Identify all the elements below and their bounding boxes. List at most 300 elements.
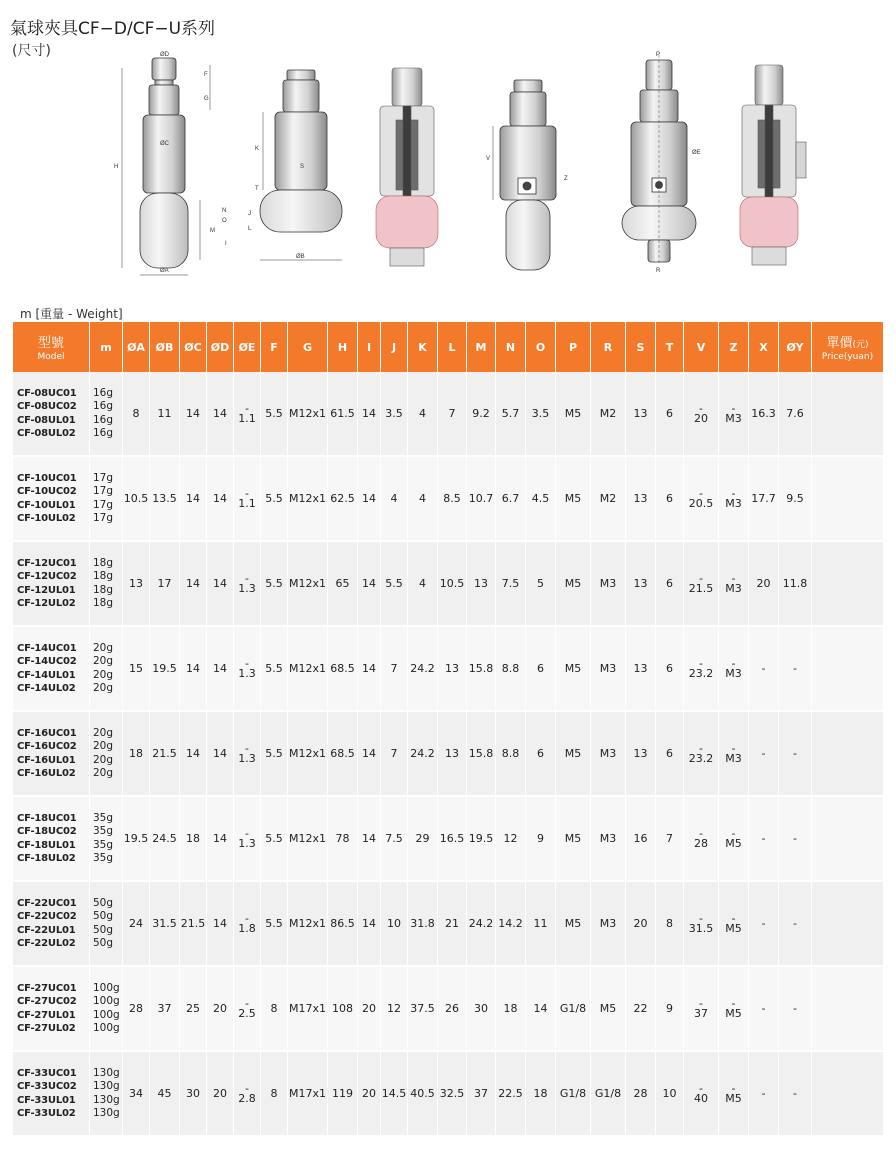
dim-value: 22.5 [498, 1087, 523, 1100]
dim-value: 19.5 [468, 832, 494, 845]
dim-l-cell [438, 542, 467, 627]
weight-value: 35g [93, 811, 114, 824]
dim-g-cell [288, 882, 328, 967]
dim-m-cell [467, 627, 496, 712]
dim-value: 4 [419, 577, 426, 590]
dim-value: 4 [390, 492, 398, 505]
dim-r-cell [591, 1052, 626, 1137]
weight-value: 20g [93, 740, 114, 752]
dim-value: - [761, 662, 766, 675]
dim-y-cell [779, 797, 812, 882]
dim-value: 13 [474, 577, 488, 590]
dim-value: 28 [694, 836, 708, 850]
dim-m-cell [467, 712, 496, 797]
svg-text:ØC: ØC [160, 141, 169, 147]
dim-value: 6 [537, 662, 544, 675]
column-header-sublabel: Price(yuan) [821, 352, 874, 362]
table-header-row [13, 322, 884, 372]
svg-text:N: N [222, 208, 227, 214]
dim-value: 20 [213, 1002, 227, 1015]
dim-value: - [699, 741, 703, 755]
dim-value: M12x1 [289, 662, 326, 675]
dim-d-cell [207, 627, 234, 712]
table-row [13, 372, 884, 457]
model-code: CF-16UL01 [17, 754, 76, 766]
dim-v-cell [684, 797, 719, 882]
dim-value: 17 [157, 577, 172, 590]
dim-value: 6 [537, 747, 544, 760]
dim-s-cell [626, 882, 656, 967]
column-header-label: 單價 [826, 336, 853, 351]
dim-b-cell [150, 967, 180, 1052]
dim-y-cell [779, 627, 812, 712]
column-header-label: X [759, 340, 768, 354]
dim-l-cell [438, 712, 467, 797]
dim-j-cell [381, 712, 408, 797]
dim-value: - [731, 826, 736, 840]
dim-e-cell [234, 712, 261, 797]
dim-value: 9 [537, 832, 544, 845]
dim-value: - [793, 1002, 797, 1015]
column-header [328, 322, 358, 372]
column-header-label: ØY [786, 340, 804, 354]
dim-value: - [699, 571, 703, 585]
dim-value: M12x1 [289, 747, 326, 760]
dim-k-cell [408, 797, 438, 882]
dim-j-cell [381, 372, 408, 457]
dim-value: 8 [132, 407, 140, 420]
dim-d-cell [207, 712, 234, 797]
dim-value: 14 [533, 1002, 548, 1015]
dim-value: 29 [415, 832, 430, 845]
dim-value: 3.5 [385, 407, 403, 420]
dim-value: 6.7 [501, 492, 520, 505]
dim-value: M3 [725, 411, 742, 425]
dim-value: M3 [599, 832, 617, 845]
dim-value: M17x1 [289, 1087, 326, 1100]
weight-value: 16g [93, 400, 114, 412]
column-header [779, 322, 812, 372]
svg-text:F: F [204, 72, 208, 78]
dim-value: 30 [474, 1002, 488, 1015]
price-cell [812, 712, 884, 797]
column-header [684, 322, 719, 372]
dim-c-cell [180, 627, 207, 712]
dim-value: 5 [537, 577, 544, 590]
weight-note: m [重量 - Weight] [20, 307, 123, 321]
dim-value: M2 [599, 407, 617, 420]
dim-value: 68.5 [330, 662, 355, 675]
dim-f-cell [261, 542, 288, 627]
model-code: CF-33UL01 [17, 1094, 76, 1106]
dim-value: 15.8 [468, 747, 494, 760]
dim-o-cell [526, 882, 556, 967]
dim-value: 13 [633, 577, 648, 590]
dim-value: 24.2 [468, 917, 494, 930]
dim-value: 7 [448, 407, 456, 420]
weight-value: 130g [93, 1066, 120, 1079]
dim-value: - [245, 656, 249, 670]
column-header-label: ØB [155, 340, 174, 354]
column-header-label: M [475, 340, 487, 354]
dim-p-cell [556, 967, 591, 1052]
weight-cell [90, 967, 123, 1052]
dim-value: 8 [270, 1087, 278, 1100]
drawing-cross-section-1 [376, 68, 438, 266]
dim-y-cell [779, 882, 812, 967]
column-header-label: ØD [210, 340, 230, 354]
svg-text:J: J [248, 211, 251, 217]
model-code: CF-14UL01 [17, 669, 76, 681]
dim-e-cell [234, 627, 261, 712]
weight-value: 16g [93, 427, 114, 439]
dim-x-cell [749, 712, 779, 797]
dim-k-cell [408, 542, 438, 627]
dim-g-cell [288, 627, 328, 712]
column-header [438, 322, 467, 372]
dim-i-cell [358, 372, 381, 457]
dim-value: 37 [474, 1087, 488, 1100]
dim-value: 9 [666, 1002, 673, 1015]
dim-f-cell [261, 797, 288, 882]
dim-v-cell [684, 542, 719, 627]
dim-value: 11 [533, 917, 548, 930]
svg-text:S: S [300, 164, 305, 170]
dim-value: - [245, 571, 249, 585]
model-code: CF-16UC02 [17, 741, 77, 752]
dim-value: 24.2 [410, 662, 435, 675]
dim-k-cell [408, 1052, 438, 1137]
dim-value: 5.5 [265, 577, 283, 590]
dim-value: 14 [362, 492, 376, 505]
dim-value: 18 [129, 747, 143, 760]
dim-value: 31.8 [410, 917, 435, 930]
dim-value: 20 [694, 411, 708, 425]
dim-value: 10.5 [439, 577, 465, 590]
column-header-label: S [636, 340, 645, 354]
dim-value: - [699, 911, 703, 925]
model-code: CF-12UL02 [17, 598, 76, 609]
dim-p-cell [556, 372, 591, 457]
dim-o-cell [526, 542, 556, 627]
dim-r-cell [591, 882, 626, 967]
dim-n-cell [496, 882, 526, 967]
dim-f-cell [261, 457, 288, 542]
dim-value: 16.3 [751, 407, 776, 420]
column-header-label: N [505, 340, 516, 354]
dim-value: - [793, 747, 797, 760]
dim-value: 40 [694, 1091, 708, 1105]
model-code: CF-12UC01 [17, 557, 77, 569]
weight-value: 20g [93, 668, 114, 681]
weight-value: 35g [93, 825, 114, 837]
dim-value: - [245, 741, 249, 755]
dim-i-cell [358, 627, 381, 712]
column-header-label: Z [729, 340, 738, 354]
dim-m-cell [467, 1052, 496, 1137]
dim-value: 12 [387, 1002, 401, 1015]
weight-value: 50g [93, 923, 114, 936]
weight-value: 17g [93, 498, 114, 511]
column-header-label: O [535, 340, 546, 354]
dim-value: 14 [186, 492, 200, 505]
model-code: CF-33UC02 [17, 1081, 77, 1092]
dim-o-cell [526, 967, 556, 1052]
column-header-label: ØA [127, 340, 145, 354]
dim-h-cell [328, 372, 358, 457]
dim-h-cell [328, 627, 358, 712]
dim-value: 14 [186, 747, 200, 760]
dim-f-cell [261, 712, 288, 797]
column-header [180, 322, 207, 372]
dim-value: 13 [633, 492, 648, 505]
dim-value: 13 [445, 662, 459, 675]
weight-value: 20g [93, 726, 114, 739]
dim-value: M3 [725, 751, 742, 765]
dim-e-cell [234, 542, 261, 627]
dim-value: M17x1 [289, 1002, 326, 1015]
dim-value: M5 [599, 1002, 617, 1015]
model-code: CF-10UC02 [17, 486, 77, 497]
dim-value: 32.5 [439, 1087, 465, 1100]
dim-value: 5.5 [385, 577, 403, 590]
dim-value: M5 [725, 1091, 742, 1105]
dim-s-cell [626, 457, 656, 542]
dim-k-cell [408, 882, 438, 967]
weight-value: 17g [93, 485, 114, 497]
dim-i-cell [358, 797, 381, 882]
dim-value: 13.5 [152, 492, 177, 505]
dim-j-cell [381, 1052, 408, 1137]
dim-e-cell [234, 882, 261, 967]
model-code: CF-08UL01 [17, 414, 76, 426]
dim-n-cell [496, 712, 526, 797]
dim-value: 11 [157, 407, 172, 420]
dim-i-cell [358, 712, 381, 797]
dim-value: 5.7 [501, 407, 520, 420]
price-cell [812, 797, 884, 882]
dim-value: 1.3 [238, 666, 256, 680]
svg-text:K: K [255, 146, 260, 152]
dim-e-cell [234, 1052, 261, 1137]
dim-value: M3 [599, 747, 617, 760]
price-cell [812, 542, 884, 627]
dim-value: - [731, 911, 736, 925]
weight-value: 100g [93, 1008, 120, 1021]
svg-text:ØE: ØE [692, 150, 701, 156]
dim-v-cell [684, 967, 719, 1052]
dim-t-cell [656, 372, 684, 457]
drawing-front-view [122, 58, 210, 275]
dim-f-cell [261, 627, 288, 712]
dim-h-cell [328, 797, 358, 882]
price-cell [812, 627, 884, 712]
dim-l-cell [438, 372, 467, 457]
dim-value: 86.5 [330, 917, 355, 930]
dim-value: - [731, 656, 736, 670]
dim-value: 2.8 [238, 1091, 256, 1105]
dim-b-cell [150, 542, 180, 627]
dim-g-cell [288, 1052, 328, 1137]
column-header-unit: (元) [852, 340, 869, 350]
dim-value: 25 [186, 1002, 200, 1015]
table-row [13, 627, 884, 712]
svg-text:Z: Z [564, 176, 568, 182]
dim-value: 62.5 [330, 492, 355, 505]
dim-p-cell [556, 627, 591, 712]
weight-cell [90, 627, 123, 712]
dim-value: 28 [129, 1002, 143, 1015]
price-cell [812, 967, 884, 1052]
dim-value: 20 [756, 577, 771, 590]
dim-value: 6 [666, 577, 673, 590]
dim-value: 40.5 [410, 1087, 435, 1100]
dim-value: 14 [213, 747, 227, 760]
dim-d-cell [207, 882, 234, 967]
dim-r-cell [591, 457, 626, 542]
model-cell [13, 542, 90, 627]
dim-value: M3 [725, 581, 742, 595]
model-code: CF-10UC01 [17, 472, 77, 484]
dim-e-cell [234, 967, 261, 1052]
dim-value: 18 [503, 1002, 518, 1015]
column-header-label: m [100, 340, 112, 354]
dim-value: 10 [662, 1087, 677, 1100]
dim-z-cell [719, 712, 749, 797]
model-code: CF-10UL02 [17, 513, 76, 524]
dim-value: - [699, 401, 703, 415]
dim-o-cell [526, 627, 556, 712]
svg-text:G: G [204, 96, 209, 102]
dim-m-cell [467, 542, 496, 627]
dim-value: 24 [129, 917, 143, 930]
dim-value: 20.5 [688, 496, 714, 510]
dim-a-cell [123, 882, 150, 967]
drawing-port-view [493, 80, 556, 270]
dim-value: - [761, 1087, 766, 1100]
column-header [288, 322, 328, 372]
model-cell [13, 882, 90, 967]
dim-value: 34 [129, 1087, 143, 1100]
dim-value: M5 [564, 492, 582, 505]
column-header [496, 322, 526, 372]
dim-o-cell [526, 372, 556, 457]
dim-value: 17.7 [751, 492, 776, 505]
column-header-label: ØE [238, 340, 256, 354]
dim-value: M5 [564, 747, 582, 760]
dim-value: - [731, 571, 736, 585]
dim-g-cell [288, 967, 328, 1052]
dim-value: 1.3 [238, 751, 256, 765]
svg-text:V: V [486, 156, 491, 162]
dim-value: 21.5 [152, 747, 177, 760]
dim-o-cell [526, 457, 556, 542]
dim-b-cell [150, 627, 180, 712]
table-row [13, 882, 884, 967]
dim-t-cell [656, 967, 684, 1052]
dim-a-cell [123, 712, 150, 797]
dim-m-cell [467, 797, 496, 882]
dim-k-cell [408, 627, 438, 712]
svg-text:ØB: ØB [296, 254, 305, 260]
dim-x-cell [749, 882, 779, 967]
dim-value: 15.8 [468, 662, 494, 675]
column-header [123, 322, 150, 372]
dim-d-cell [207, 457, 234, 542]
weight-cell [90, 457, 123, 542]
drawing-cross-section-2 [740, 65, 806, 265]
dim-value: M5 [564, 407, 582, 420]
svg-text:ØA: ØA [160, 268, 169, 274]
dim-b-cell [150, 1052, 180, 1137]
dim-g-cell [288, 542, 328, 627]
weight-value: 35g [93, 852, 114, 864]
dim-value: 16 [633, 832, 648, 845]
dim-value: - [245, 911, 249, 925]
dim-value: - [699, 486, 703, 500]
model-code: CF-22UC01 [17, 897, 77, 909]
model-cell [13, 712, 90, 797]
model-code: CF-08UC02 [17, 401, 77, 412]
column-header-label: P [568, 340, 578, 354]
dim-value: 14 [362, 407, 376, 420]
dim-value: - [761, 1002, 766, 1015]
dim-x-cell [749, 372, 779, 457]
dim-value: 65 [335, 577, 350, 590]
dim-m-cell [467, 967, 496, 1052]
column-header [207, 322, 234, 372]
dim-value: 1.1 [238, 496, 256, 510]
dim-z-cell [719, 882, 749, 967]
dim-value: 14 [362, 917, 376, 930]
dim-i-cell [358, 1052, 381, 1137]
dim-b-cell [150, 882, 180, 967]
dim-value: M12x1 [289, 407, 326, 420]
dim-value: 20 [633, 917, 648, 930]
dim-c-cell [180, 797, 207, 882]
dim-value: M5 [564, 662, 582, 675]
dim-x-cell [749, 1052, 779, 1137]
weight-cell [90, 712, 123, 797]
model-code: CF-18UL01 [17, 839, 76, 851]
dim-n-cell [496, 457, 526, 542]
column-header [526, 322, 556, 372]
dim-m-cell [467, 372, 496, 457]
dim-c-cell [180, 1052, 207, 1137]
dim-value: M5 [725, 921, 742, 935]
dim-b-cell [150, 712, 180, 797]
dim-value: 28 [633, 1087, 648, 1100]
dim-p-cell [556, 457, 591, 542]
dim-value: M3 [599, 917, 617, 930]
dim-l-cell [438, 797, 467, 882]
dim-value: - [731, 401, 736, 415]
model-code: CF-10UL01 [17, 499, 76, 511]
dim-t-cell [656, 542, 684, 627]
dim-value: 23.2 [688, 666, 714, 680]
svg-text:T: T [255, 186, 259, 192]
dim-i-cell [358, 542, 381, 627]
dim-value: - [793, 1087, 797, 1100]
weight-value: 50g [93, 910, 114, 922]
dim-value: - [793, 662, 797, 675]
dim-z-cell [719, 797, 749, 882]
dim-value: 4.5 [531, 492, 550, 505]
dim-value: M3 [599, 577, 617, 590]
dim-value: 31.5 [152, 917, 177, 930]
dim-d-cell [207, 797, 234, 882]
dim-value: - [699, 656, 703, 670]
